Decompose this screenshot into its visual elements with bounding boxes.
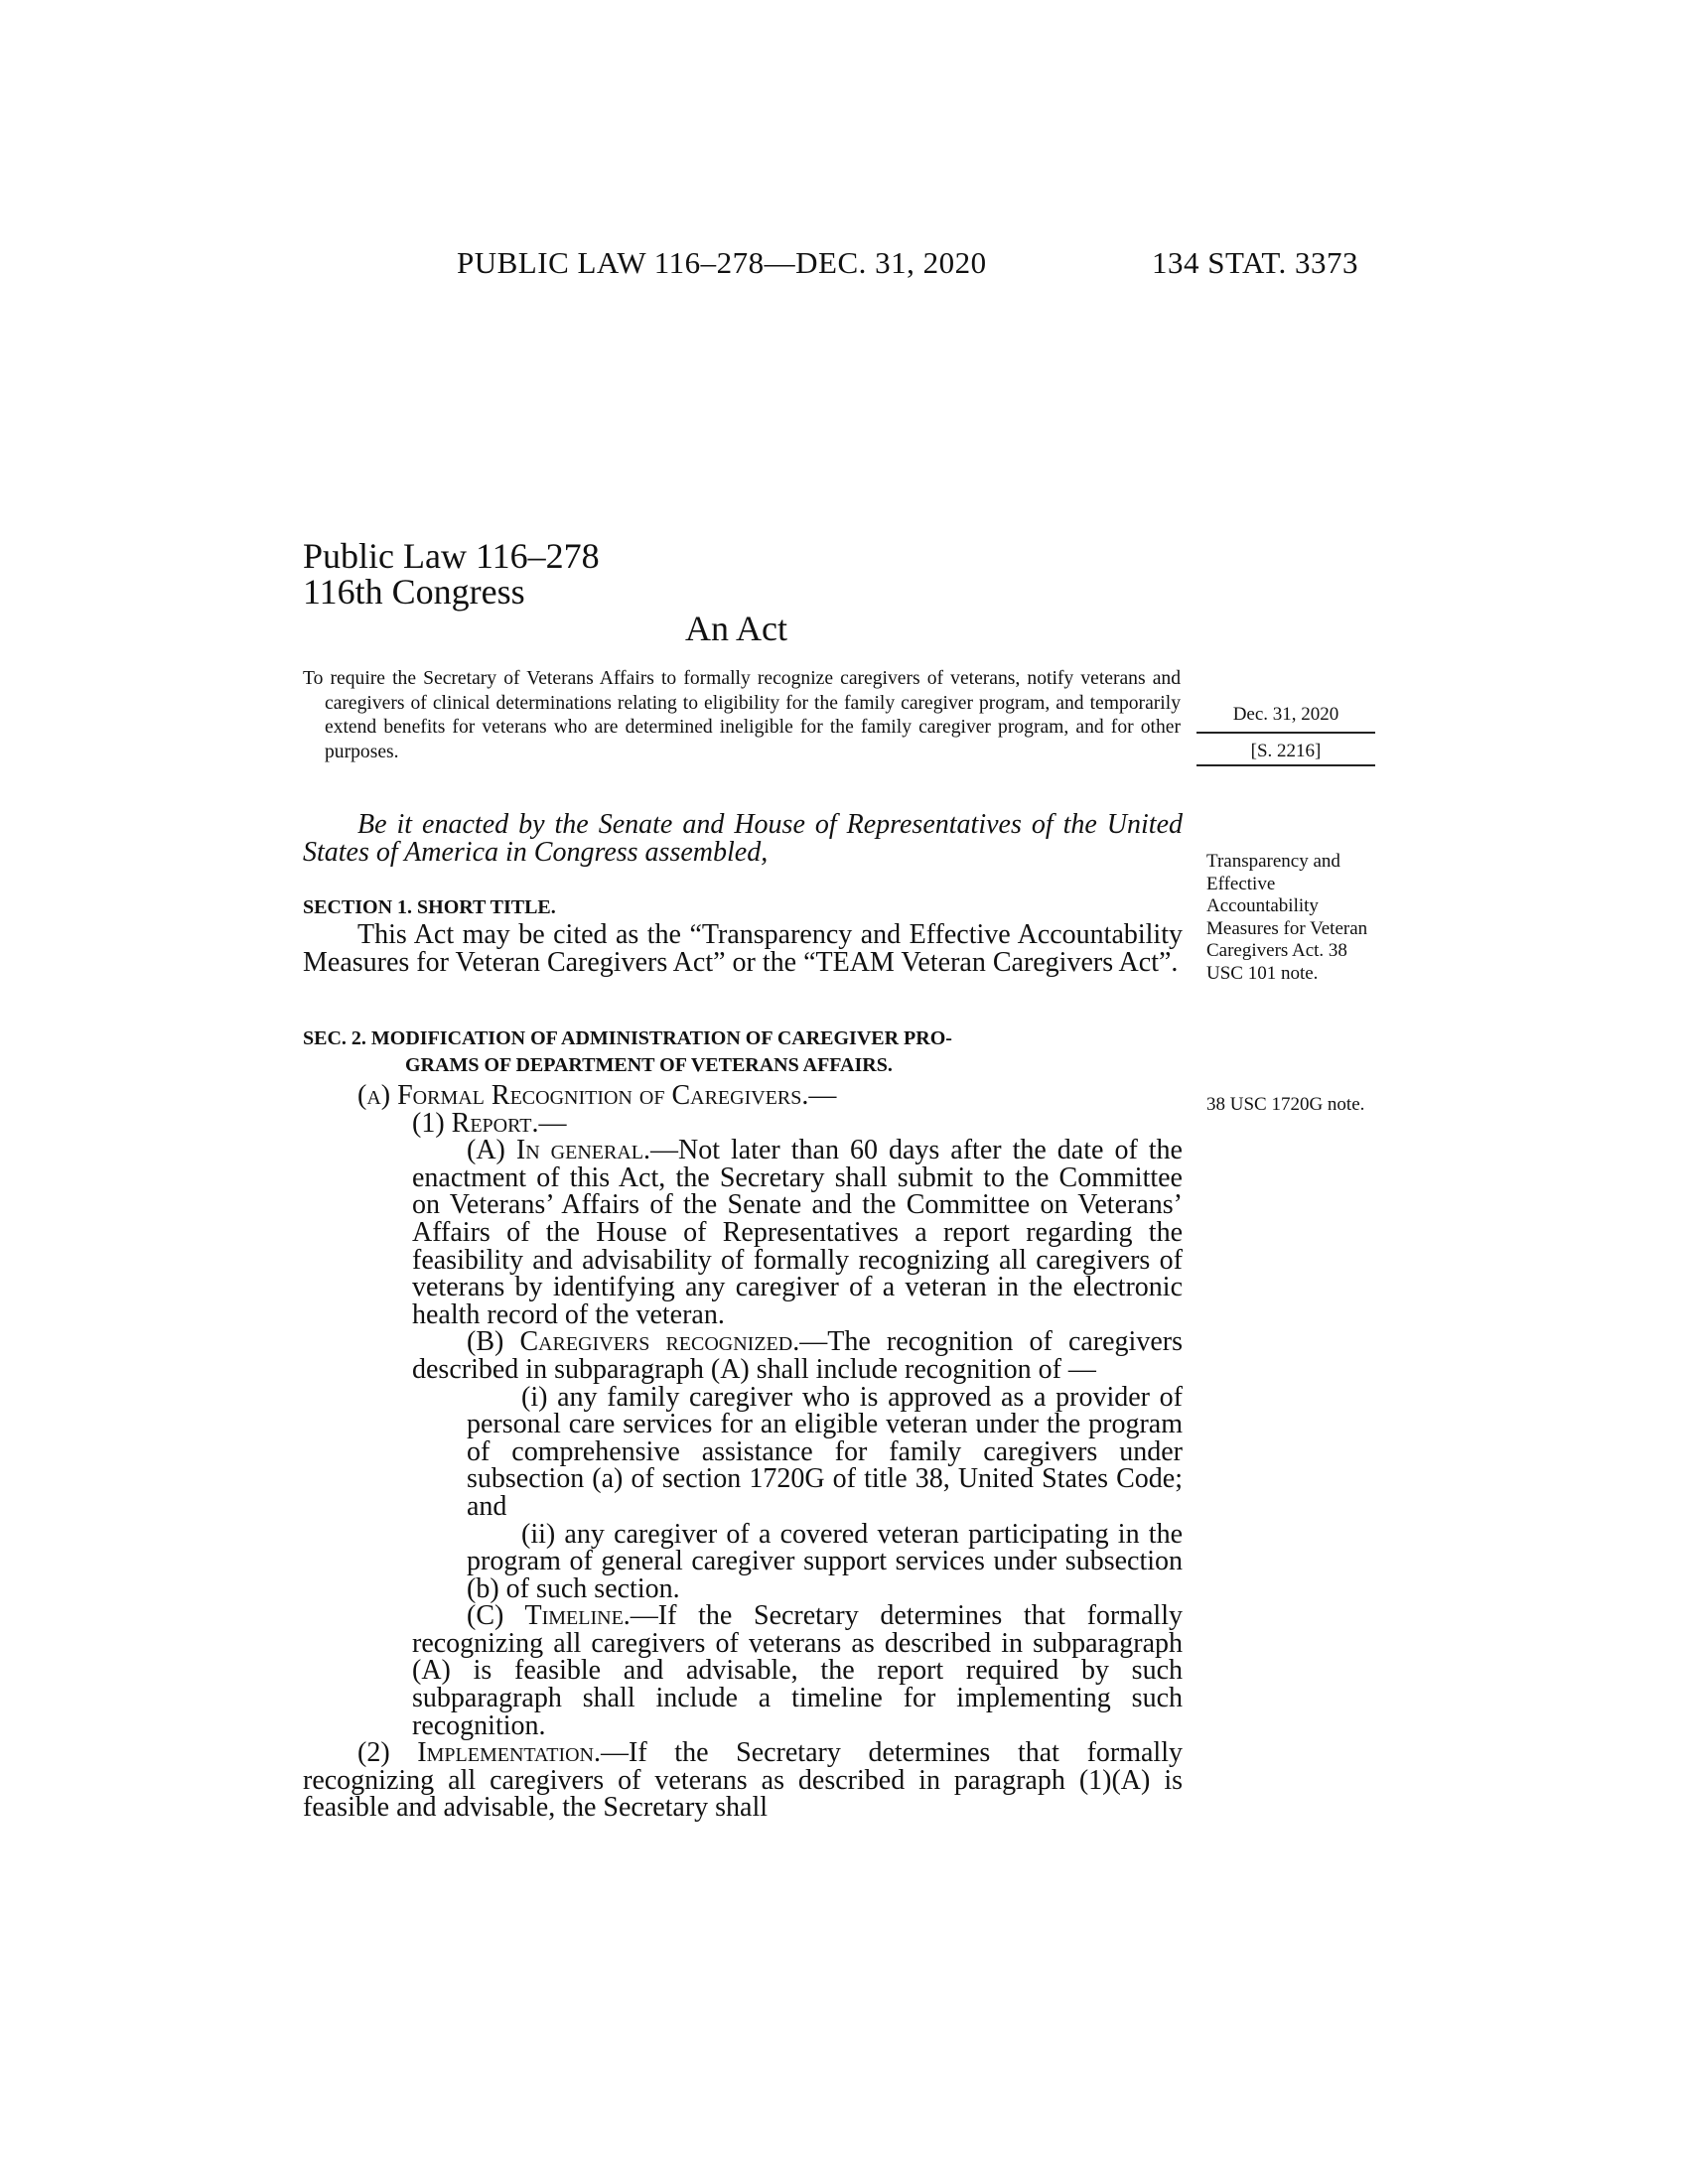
subparagraph-B-text: —The recognition of caregivers described in subparagraph (A) shall include recognition of — xyxy=(412,1326,1183,1385)
subparagraph-B-lead: (B) Caregivers recognized. xyxy=(467,1326,800,1358)
section1-text: This Act may be cited as the “Transparency and Effective Accountability Measures for Veteran Caregivers Act” or the “TEAM Veteran Caregivers Act”. xyxy=(303,919,1183,978)
subparagraph-A-text: —Not later than 60 days after the date of the enactment of this Act, the Secretary shall submit to the Committee on Veterans’ Affairs of the Senate and the Committee on Veterans’ Affairs of the House of Representatives a report regarding the feasibility and advisability of formally recognizing all caregivers of veterans by identifying any caregiver of a veteran in the electronic health record of the veteran. xyxy=(412,1135,1183,1330)
section1-heading: SECTION 1. SHORT TITLE. xyxy=(303,896,556,918)
enacting-clause xyxy=(303,811,1183,867)
clause-i: (i) any family caregiver who is approved as a provider of personal care services for an eligible veteran under the program of comprehensive assistance for family caregivers under subsection (a) of section 1720G of title 38, United States Code; and xyxy=(467,1381,1183,1522)
sidenote-short-title: Transparency and Effective Accountability Measures for Veteran Caregivers Act. 38 USC 101 note. xyxy=(1206,851,1368,984)
enacting-clause-text: Be it enacted by the Senate and House of Representatives of the United States of America in Congress assembled, xyxy=(303,809,1183,868)
section2-heading-line2: GRAMS OF DEPARTMENT OF VETERANS AFFAIRS. xyxy=(405,1054,893,1076)
paragraph-2 xyxy=(303,1739,1183,1822)
act-label: An Act xyxy=(685,609,787,648)
bill-number: [S. 2216] xyxy=(1196,739,1375,766)
section2-heading xyxy=(303,1025,1181,1079)
subparagraph-A xyxy=(303,1137,1183,1328)
running-title: PUBLIC LAW 116–278—DEC. 31, 2020 xyxy=(457,245,987,280)
clause-ii: (ii) any caregiver of a covered veteran participating in the program of general caregiver support services under subsection (b) of such section. xyxy=(467,1518,1183,1604)
section2-heading-line1: SEC. 2. MODIFICATION OF ADMINISTRATION OF CAREGIVER PRO- xyxy=(303,1027,952,1049)
subparagraph-A-lead: (A) In general. xyxy=(467,1135,650,1166)
stat-citation: 134 STAT. 3373 xyxy=(1152,245,1359,280)
purpose-text: To require the Secretary of Veterans Affairs to formally recognize caregivers of veterans, notify veterans and caregivers of clinical determinations relating to eligibility for the family caregiver program, and temporarily extend benefits for veterans who are determined ineligible for the family caregiver program, and for other purposes. xyxy=(303,668,1181,762)
paragraph-2-lead: (2) Implementation. xyxy=(357,1737,601,1769)
subparagraph-C-text: —If the Secretary determines that formally recognizing all caregivers of veterans as described in subparagraph (A) is feasible and advisable, the report required by such subparagraph shall include a timeline for implementing such recognition. xyxy=(412,1600,1183,1741)
paragraph-2-text: —If the Secretary determines that formally recognizing all caregivers of veterans as described in paragraph (1)(A) is feasible and advisable, the Secretary shall xyxy=(303,1737,1183,1824)
subsection-a-heading xyxy=(303,1082,1183,1110)
public-law-number: Public Law 116–278 xyxy=(303,536,600,576)
subparagraph-C xyxy=(303,1602,1183,1739)
purpose-statement xyxy=(303,667,1181,764)
section2-body xyxy=(303,1082,1183,1822)
subsection-a-heading-text: (a) Formal Recognition of Caregivers.— xyxy=(357,1080,837,1111)
paragraph-1-heading xyxy=(303,1107,1183,1139)
paragraph-1-heading-text: (1) Report.— xyxy=(412,1107,567,1139)
sidenote-usc: 38 USC 1720G note. xyxy=(1206,1094,1365,1115)
section1-body xyxy=(303,921,1183,976)
congress-number: 116th Congress xyxy=(303,572,525,612)
subparagraph-B xyxy=(303,1328,1183,1383)
enactment-date: Dec. 31, 2020 xyxy=(1196,704,1375,734)
subparagraph-C-lead: (C) Timeline. xyxy=(467,1600,631,1632)
